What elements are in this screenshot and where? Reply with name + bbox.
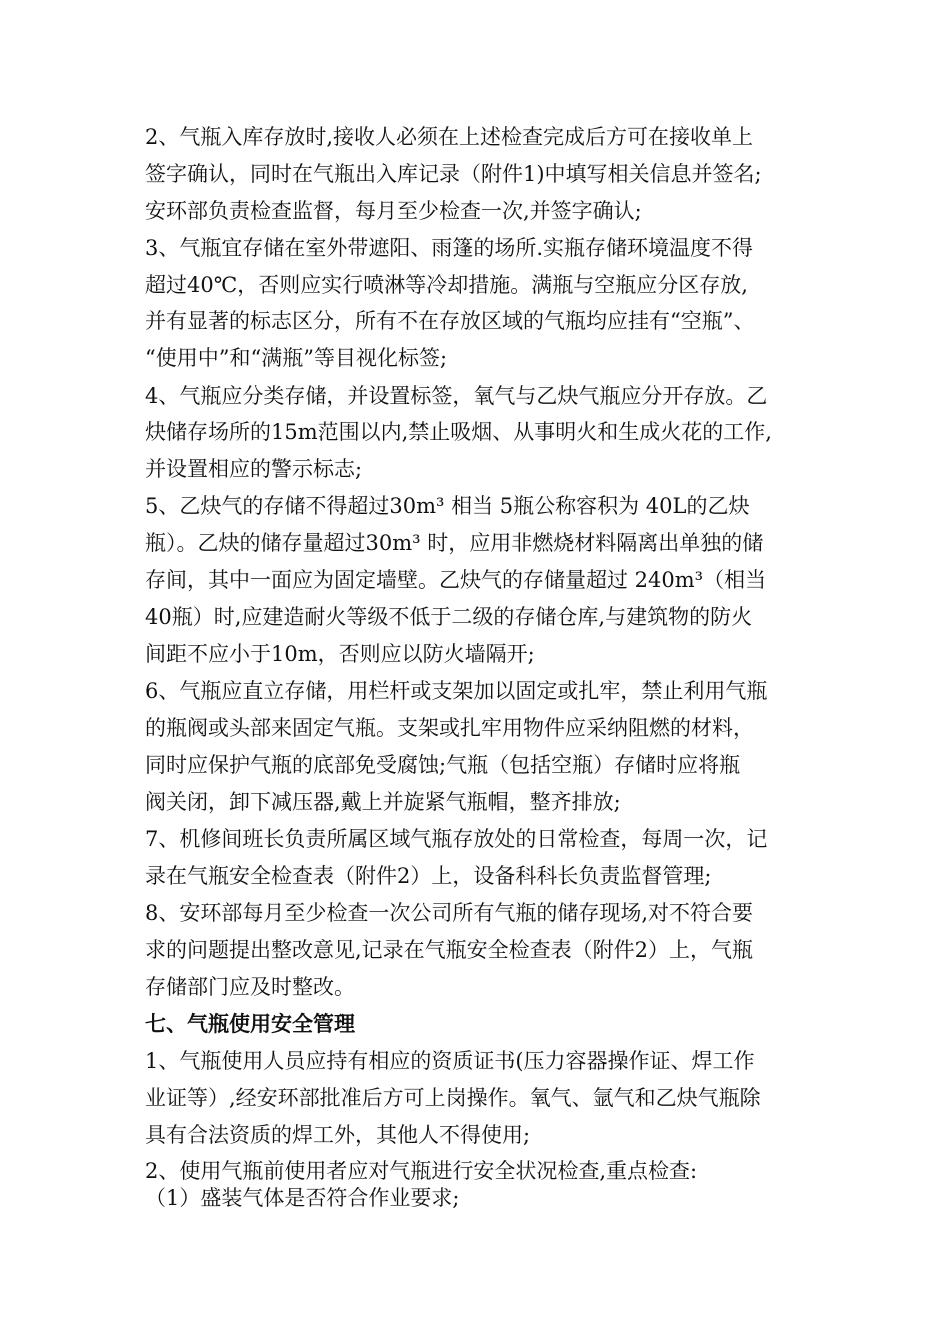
text-line: 求的问题提出整改意见,记录在气瓶安全检查表（附件2）上，气瓶 [145,938,754,962]
text-line: 40瓶）时,应建造耐火等级不低于二级的存储仓库,与建筑物的防火 [145,605,753,629]
text-line: 3、气瓶宜存储在室外带遮阳、雨篷的场所.实瓶存储环境温度不得 [145,236,754,260]
text-line: 8、安环部每月至少检查一次公司所有气瓶的储存现场,对不符合要 [145,901,754,925]
text-line: 存储部门应及时整改。 [145,975,355,999]
text-line: 1、气瓶使用人员应持有相应的资质证书(压力容器操作证、焊工作 [145,1049,755,1073]
section-heading: 七、气瓶使用安全管理 [145,1012,355,1036]
text-line: （1）盛装气体是否符合作业要求; [145,1186,460,1210]
text-line: 的瓶阀或头部来固定气瓶。支架或扎牢用物件应采纳阻燃的材料， [145,716,754,740]
text-line: 具有合法资质的焊工外，其他人不得使用; [145,1123,531,1147]
text-line: 同时应保护气瓶的底部免受腐蚀;气瓶（包括空瓶）存储时应将瓶 [145,753,741,777]
text-line: 存间，其中一面应为固定墙壁。乙炔气的存储量超过 240m³（相当 [145,568,767,592]
text-line: 4、气瓶应分类存储，并设置标签，氧气与乙炔气瓶应分开存放。乙 [145,384,768,408]
text-line: 签字确认，同时在气瓶出入库记录（附件1)中填写相关信息并签名; [145,162,762,186]
text-line: 6、气瓶应直立存储，用栏杆或支架加以固定或扎牢，禁止利用气瓶 [145,679,768,703]
text-line: 间距不应小于10m，否则应以防火墙隔开; [145,642,535,666]
text-line: 阀关闭，卸下减压器,戴上并旋紧气瓶帽，整齐排放; [145,790,621,814]
text-line: 录在气瓶安全检查表（附件2）上，设备科科长负责监督管理; [145,864,712,888]
text-line: 安环部负责检查监督，每月至少检查一次,并签字确认; [145,199,642,223]
text-line: 并有显著的标志区分，所有不在存放区域的气瓶均应挂有“空瓶”、 [145,309,755,333]
text-line: 2、气瓶入库存放时,接收人必须在上述检查完成后方可在接收单上 [145,125,754,149]
text-line: 2、使用气瓶前使用者应对气瓶进行安全状况检查,重点检查: [145,1159,698,1183]
text-line: 瓶）。乙炔的储存量超过30m³ 时，应用非燃烧材料隔离出单独的储 [145,531,764,555]
text-line: 炔储存场所的15m范围以内,禁止吸烟、从事明火和生成火花的工作, [145,420,772,444]
text-line: 5、乙炔气的存储不得超过30m³ 相当 5瓶公称容积为 40L的乙炔 [145,494,750,518]
text-line: 并设置相应的警示标志; [145,457,363,481]
text-line: “使用中”和“满瓶”等目视化标签; [145,346,448,370]
text-line: 业证等）,经安环部批准后方可上岗操作。氧气、氩气和乙炔气瓶除 [145,1086,761,1110]
text-line: 7、机修间班长负责所属区域气瓶存放处的日常检查，每周一次，记 [145,827,768,851]
text-line: 超过40℃，否则应实行喷淋等冷却措施。满瓶与空瓶应分区存放, [145,273,748,297]
